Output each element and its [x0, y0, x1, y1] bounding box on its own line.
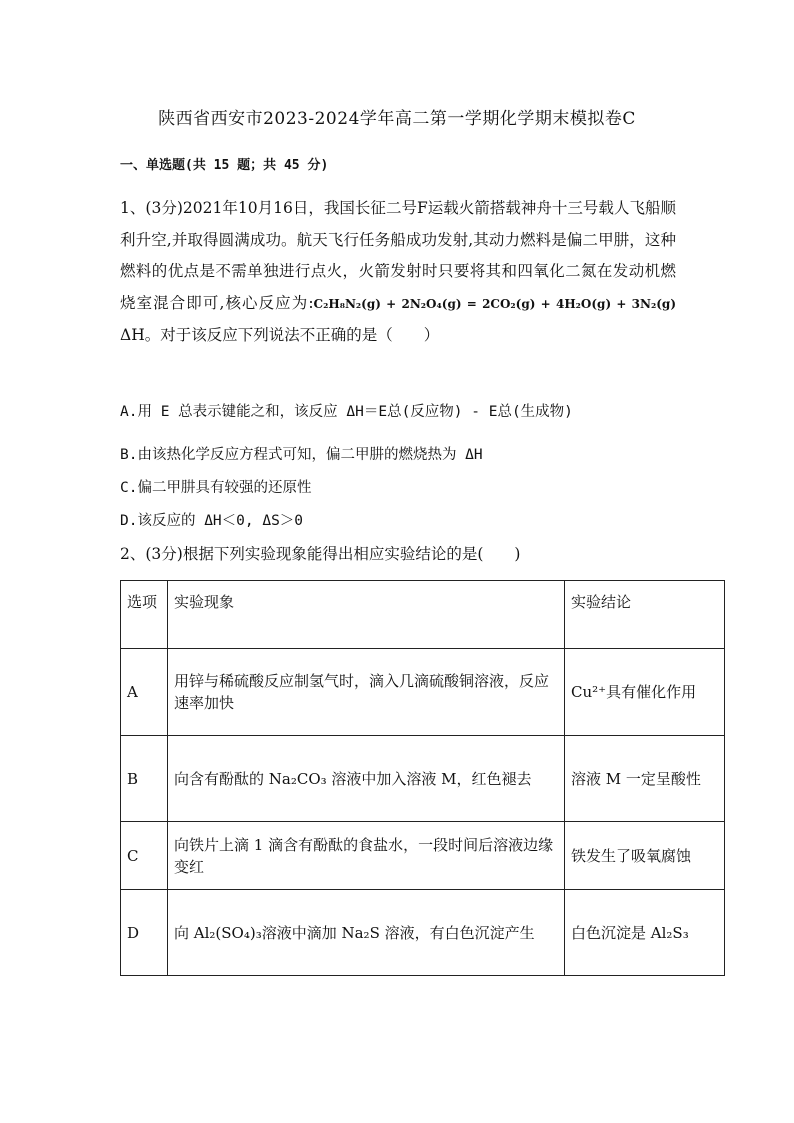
section-heading: 一、单选题(共 15 题；共 45 分): [120, 158, 329, 173]
question-1-text: 1、(3分)2021年10月16日，我国长征二号F运载火箭搭载神舟十三号载人飞船顺利升空,并取得圆满成功。航天飞行任务船成功发射,其动力燃料是偏二甲肼，这种燃料的优点是不需单独进行点火，火箭发射时只要将其和四氧化二氮在发动机燃烧室混合即可,核心反应为:: [120, 199, 676, 312]
table-row: [121, 649, 725, 736]
row-label: B: [121, 736, 168, 822]
option-d: D.该反应的 ΔH＜0, ΔS＞0: [120, 513, 304, 529]
question-1-tail: ΔH。对于该反应下列说法不正确的是（ ）: [120, 326, 440, 344]
row-conclusion: 白色沉淀是 Al₂S₃: [565, 890, 725, 976]
table-row: [121, 736, 725, 822]
header-phenomenon: 实验现象: [168, 581, 565, 649]
row-label: C: [121, 822, 168, 890]
row-phenomenon: 用锌与稀硫酸反应制氢气时，滴入几滴硫酸铜溶液，反应速率加快: [168, 649, 565, 736]
row-conclusion: 溶液 M 一定呈酸性: [565, 736, 725, 822]
row-phenomenon: 向含有酚酞的 Na₂CO₃ 溶液中加入溶液 M，红色褪去: [168, 736, 565, 822]
table-row: [121, 890, 725, 976]
header-option: 选项: [121, 581, 168, 649]
option-b: B.由该热化学反应方程式可知，偏二甲肼的燃烧热为 ΔH: [120, 447, 483, 463]
experiment-table: [120, 580, 725, 976]
row-phenomenon: 向 Al₂(SO₄)₃溶液中滴加 Na₂S 溶液，有白色沉淀产生: [168, 890, 565, 976]
row-label: D: [121, 890, 168, 976]
option-c: C.偏二甲肼具有较强的还原性: [120, 480, 312, 496]
page-title: 陕西省西安市2023-2024学年高二第一学期化学期末模拟卷C: [158, 109, 636, 129]
question-2-stem: 2、(3分)根据下列实验现象能得出相应实验结论的是( ): [120, 545, 521, 563]
reaction-formula: C₂H₈N₂(g) + 2N₂O₄(g) = 2CO₂(g) + 4H₂O(g) + 3N₂(g): [313, 296, 676, 311]
row-conclusion: 铁发生了吸氧腐蚀: [565, 822, 725, 890]
row-phenomenon: 向铁片上滴 1 滴含有酚酞的食盐水，一段时间后溶液边缘变红: [168, 822, 565, 890]
table-header-row: [121, 581, 725, 649]
header-conclusion: 实验结论: [565, 581, 725, 649]
row-conclusion: Cu²⁺具有催化作用: [565, 649, 725, 736]
row-label: A: [121, 649, 168, 736]
table-row: [121, 822, 725, 890]
question-1-stem: [120, 193, 676, 352]
option-a: A.用 E 总表示键能之和，该反应 ΔH＝E总(反应物) - E总(生成物): [120, 404, 573, 420]
